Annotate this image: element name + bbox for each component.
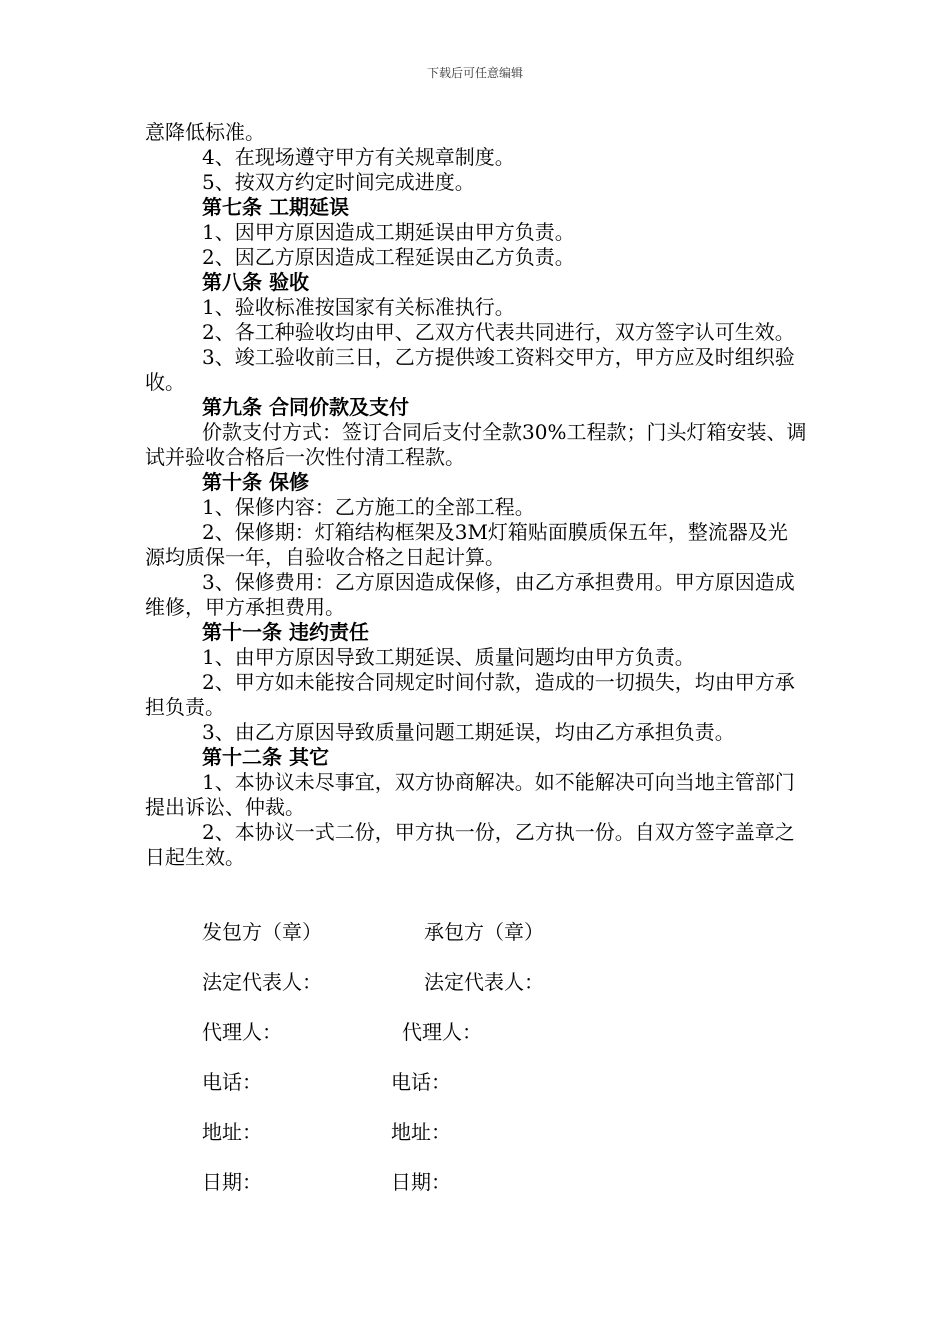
page-header: 下载后可任意编辑 — [426, 66, 523, 80]
paragraph: 1、验收标准按国家有关标准执行。 — [202, 295, 515, 319]
article-10-heading: 第十条 保修 — [202, 470, 309, 494]
article-12-heading: 第十二条 其它 — [202, 745, 329, 769]
paragraph: 3、保修费用：乙方原因造成保修，由乙方承担费用。甲方原因造成维修，甲方承担费用。 — [145, 570, 795, 619]
paragraph: 2、各工种验收均由甲、乙双方代表共同进行，双方签字认可生效。 — [202, 320, 795, 344]
paragraph: 价款支付方式：签订合同后支付全款30%工程款；门头灯箱安装、调试并验收合格后一次性付清工程款。 — [145, 420, 807, 469]
article-7-heading: 第七条 工期延误 — [202, 195, 349, 219]
paragraph: 3、由乙方原因导致质量问题工期延误，均由乙方承担负责。 — [202, 720, 735, 744]
agent-a-label: 代理人： — [202, 1020, 282, 1044]
paragraph: 1、因甲方原因造成工期延误由甲方负责。 — [202, 220, 575, 244]
date-b-label: 日期： — [391, 1170, 451, 1194]
legal-rep-a-label: 法定代表人： — [202, 970, 322, 994]
date-a-label: 日期： — [202, 1170, 262, 1194]
paragraph: 5、按双方约定时间完成进度。 — [202, 170, 475, 194]
contract-body — [145, 120, 807, 870]
paragraph: 1、保修内容：乙方施工的全部工程。 — [202, 495, 535, 519]
address-a-label: 地址： — [202, 1120, 262, 1144]
paragraph: 2、本协议一式二份，甲方执一份，乙方执一份。自双方签字盖章之日起生效。 — [145, 820, 795, 869]
paragraph: 1、由甲方原因导致工期延误、质量问题均由甲方负责。 — [202, 645, 695, 669]
party-b-label: 承包方（章） — [424, 920, 544, 944]
phone-b-label: 电话： — [391, 1070, 451, 1094]
paragraph: 2、甲方如未能按合同规定时间付款，造成的一切损失，均由甲方承担负责。 — [145, 670, 795, 719]
address-b-label: 地址： — [391, 1120, 451, 1144]
paragraph: 2、保修期：灯箱结构框架及3M灯箱贴面膜质保五年，整流器及光源均质保一年，自验收合格之日起计算。 — [145, 520, 788, 569]
article-11-heading: 第十一条 违约责任 — [202, 620, 369, 644]
article-9-heading: 第九条 合同价款及支付 — [202, 395, 409, 419]
paragraph: 4、在现场遵守甲方有关规章制度。 — [202, 145, 515, 169]
paragraph: 意降低标准。 — [145, 120, 265, 144]
article-8-heading: 第八条 验收 — [202, 270, 309, 294]
phone-a-label: 电话： — [202, 1070, 262, 1094]
legal-rep-b-label: 法定代表人： — [424, 970, 544, 994]
agent-b-label: 代理人： — [402, 1020, 482, 1044]
paragraph: 1、本协议未尽事宜，双方协商解决。如不能解决可向当地主管部门提出诉讼、仲裁。 — [145, 770, 795, 819]
paragraph: 3、竣工验收前三日，乙方提供竣工资料交甲方，甲方应及时组织验收。 — [145, 345, 795, 394]
paragraph: 2、因乙方原因造成工程延误由乙方负责。 — [202, 245, 575, 269]
party-a-label: 发包方（章） — [202, 920, 322, 944]
